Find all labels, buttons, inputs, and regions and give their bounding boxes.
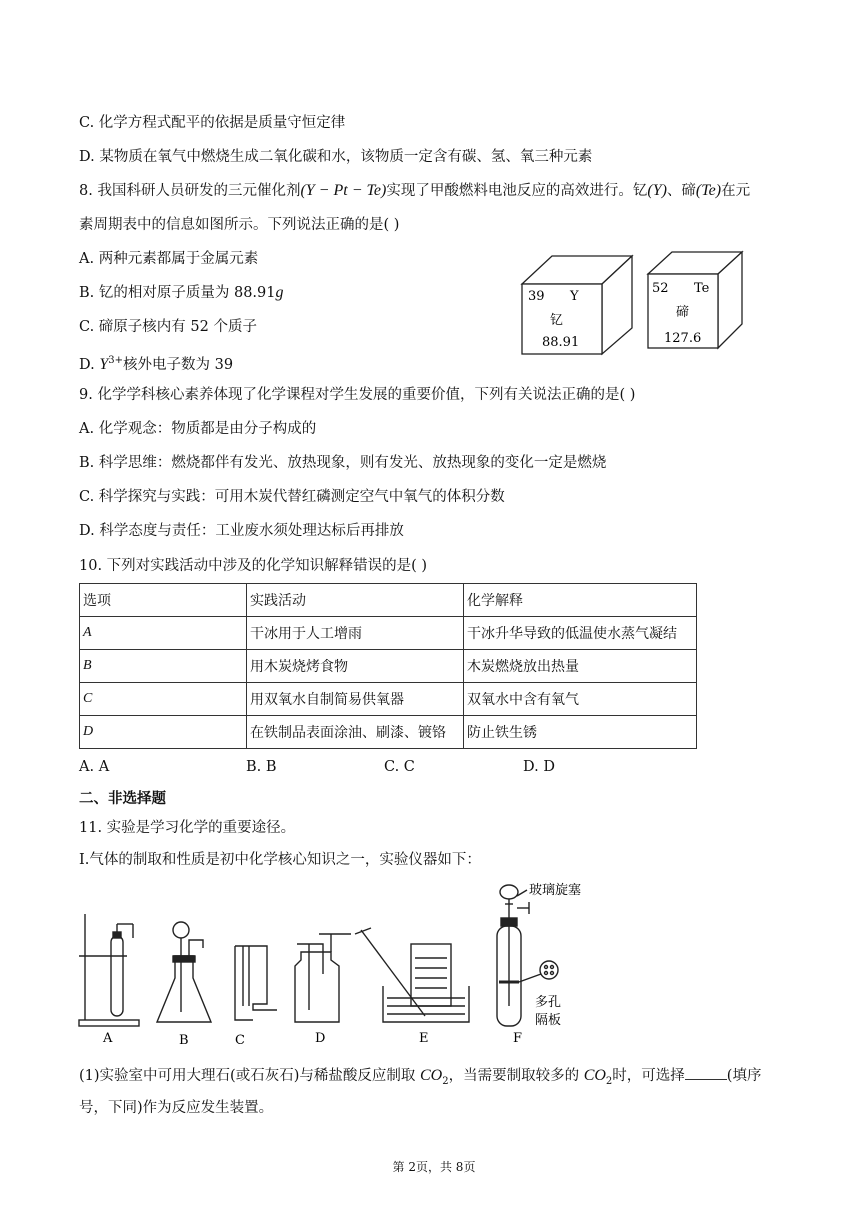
apparatus-a — [79, 914, 139, 1026]
table-cell: 防止铁生锈 — [464, 716, 697, 749]
apparatus-label-b: B — [179, 1033, 189, 1048]
table-cell: D — [80, 716, 247, 749]
q10-option-d: D. D — [523, 759, 555, 775]
q8-option-b-text: B. 钇的相对原子质量为 88.91 — [79, 285, 276, 301]
q8-option-d-text: 核外电子数为 39 — [122, 356, 234, 373]
page-footer: 第 2页，共 8页 — [392, 1160, 476, 1174]
q8-option-b — [79, 283, 284, 303]
q8-stem-text-2: 实现了甲酸燃料电池反应的高效进行。钇 — [386, 183, 648, 199]
table-cell: 用木炭烧烤食物 — [247, 650, 464, 683]
q10-option-b: B. B — [246, 759, 277, 775]
q10-option-a: A. A — [79, 759, 110, 775]
q8-ion-charge: 3+ — [108, 355, 123, 366]
y-atomic-mass: 88.91 — [542, 335, 580, 350]
q11-stem: 11. 实验是学习化学的重要途径。 — [79, 820, 296, 836]
y-atomic-number: 39 — [528, 289, 545, 304]
table-cell: 干冰用于人工增雨 — [247, 617, 464, 650]
co2-subscript: 2 — [605, 1075, 613, 1087]
q11-sub1-text-3: 时，可选择 — [612, 1068, 685, 1084]
label-porous-plate-2: 隔板 — [535, 1013, 562, 1028]
te-atomic-number: 52 — [652, 281, 669, 296]
q9-option-c: C. 科学探究与实践：可用木炭代替红磷测定空气中氧气的体积分数 — [79, 489, 505, 505]
q11-sub1-text-4: (填序 — [726, 1068, 762, 1084]
apparatus-c — [235, 946, 277, 1020]
q9-option-b: B. 科学思维：燃烧都伴有发光、放热现象，则有发光、放热现象的变化一定是燃烧 — [79, 455, 607, 471]
apparatus-label-f: F — [513, 1031, 523, 1046]
apparatus-label-d: D — [315, 1031, 326, 1046]
table-cell: 干冰升华导致的低温使水蒸气凝结 — [464, 617, 697, 650]
table-cell: A — [80, 617, 247, 650]
table-header-cell: 化学解释 — [464, 584, 697, 617]
y-symbol: Y — [570, 289, 579, 304]
yttrium-card — [522, 256, 632, 354]
q8-stem-line1 — [79, 181, 750, 201]
q8-stem-line2: 素周期表中的信息如图所示。下列说法正确的是( ) — [79, 217, 400, 233]
apparatus-d — [295, 934, 351, 1022]
q8-stem-text: 8. 我国科研人员研发的三元催化剂 — [79, 183, 301, 199]
q8-stem-text-3: 、碲 — [666, 183, 696, 199]
q8-formula: (Y − Pt − Te) — [300, 182, 387, 199]
q11-part1: Ⅰ.气体的制取和性质是初中化学核心知识之一，实验仪器如下： — [79, 852, 481, 868]
table-header-cell: 选项 — [80, 584, 247, 617]
table-header-row — [80, 584, 697, 617]
element-cards-figure — [520, 244, 745, 356]
te-symbol: Te — [694, 281, 710, 296]
co2-formula: CO — [419, 1067, 443, 1084]
q8-option-c: C. 碲原子核内有 52 个质子 — [79, 319, 257, 335]
q11-sub1-line2: 号，下同)作为反应发生装置。 — [79, 1100, 274, 1116]
q9-option-a: A. 化学观念：物质都是由分子构成的 — [79, 421, 317, 437]
table-cell: 双氧水中含有氧气 — [464, 683, 697, 716]
q7-option-d: D. 某物质在氧气中燃烧生成二氧化碳和水，该物质一定含有碳、氢、氧三种元素 — [79, 149, 593, 165]
q11-sub1-text: (1)实验室中可用大理石(或石灰石)与稀盐酸反应制取 — [79, 1068, 420, 1084]
label-glass-stopcock: 玻璃旋塞 — [529, 883, 582, 898]
co2-subscript: 2 — [442, 1075, 449, 1087]
co2-formula: CO — [583, 1067, 606, 1084]
q10-option-c: C. C — [384, 759, 415, 775]
q10-options — [79, 759, 679, 779]
te-atomic-mass: 127.6 — [664, 331, 702, 346]
q8-stem-text-4: 在元 — [721, 183, 751, 199]
q9-stem: 9. 化学学科核心素养体现了化学课程对学生发展的重要价值，下列有关说法正确的是( ) — [79, 387, 636, 403]
table-cell: 用双氧水自制简易供氧器 — [247, 683, 464, 716]
apparatus-e — [355, 928, 469, 1022]
q11-sub1-line1 — [79, 1065, 761, 1092]
table-row — [80, 650, 697, 683]
te-name: 碲 — [676, 305, 690, 320]
q8-option-d — [79, 351, 233, 375]
q10-table — [79, 583, 697, 749]
q9-option-d: D. 科学态度与责任：工业废水须处理达标后再排放 — [79, 523, 404, 539]
apparatus-label-c: C — [235, 1033, 245, 1048]
answer-blank[interactable] — [685, 1065, 727, 1080]
q7-option-c: C. 化学方程式配平的依据是质量守恒定律 — [79, 115, 346, 131]
table-header-cell: 实践活动 — [247, 584, 464, 617]
table-cell: 在铁制品表面涂油、刷漆、镀铬 — [247, 716, 464, 749]
apparatus-figure — [75, 878, 595, 1050]
table-cell: B — [80, 650, 247, 683]
q11-sub1-text-2: ，当需要制取较多的 — [448, 1068, 584, 1084]
q8-option-d-prefix: D. — [79, 356, 100, 373]
table-row — [80, 617, 697, 650]
q8-te-symbol: (Te) — [695, 182, 722, 199]
apparatus-label-e: E — [419, 1031, 429, 1046]
table-row — [80, 683, 697, 716]
table-cell: C — [80, 683, 247, 716]
y-name: 钇 — [550, 313, 564, 328]
table-cell: 木炭燃烧放出热量 — [464, 650, 697, 683]
apparatus-b — [157, 922, 211, 1022]
section-title: 二、非选择题 — [79, 790, 166, 807]
table-row — [80, 716, 697, 749]
q8-ion-symbol: Y — [99, 355, 109, 373]
q10-stem: 10. 下列对实践活动中涉及的化学知识解释错误的是( ) — [79, 558, 428, 574]
q8-option-a: A. 两种元素都属于金属元素 — [79, 251, 259, 267]
apparatus-label-a: A — [103, 1031, 113, 1046]
q8-option-b-unit: g — [275, 284, 284, 301]
tellurium-card — [648, 252, 742, 348]
q8-y-symbol: (Y) — [647, 182, 667, 199]
label-porous-plate-1: 多孔 — [535, 995, 562, 1010]
